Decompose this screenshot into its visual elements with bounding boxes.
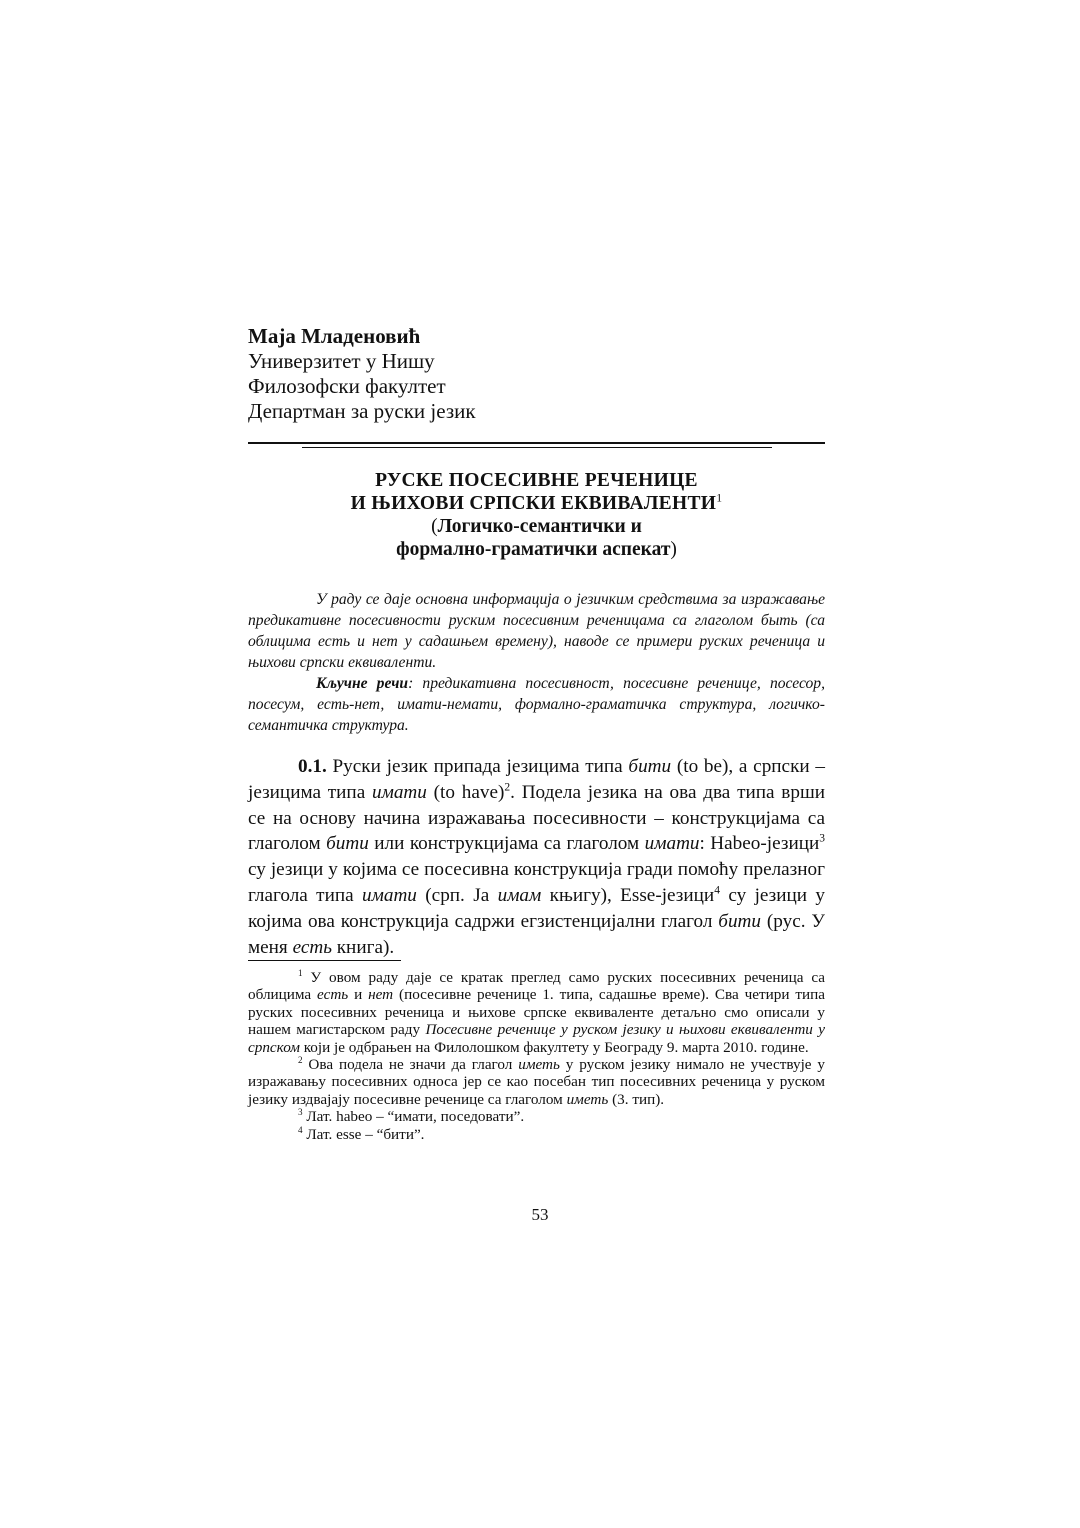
subtitle-close-paren: ) <box>670 539 677 560</box>
footnote-3 <box>248 1108 825 1125</box>
footnotes <box>248 969 825 1143</box>
text-run: Руски језик припада језицима типа <box>326 756 629 777</box>
text-run: (to be), а српски – језицима типа <box>248 756 825 803</box>
subtitle-open-paren: ( <box>431 516 438 537</box>
italic-term: Посесивне реченице у руском језику и њихови еквиваленти у српском <box>248 1021 825 1056</box>
subtitle-line-2 <box>248 538 825 561</box>
italic-term: иметь <box>518 1056 560 1074</box>
italic-term: есть <box>317 986 349 1004</box>
body-paragraph-text <box>248 756 825 958</box>
text-run: (срп. Ја <box>416 884 498 906</box>
text-run: су језици у којима се посесивна конструкција гради помоћу прелазног глагола типа <box>248 859 825 906</box>
italic-term: иметь <box>566 1090 609 1108</box>
title-line-2 <box>248 492 825 515</box>
page-number: 53 <box>531 1205 549 1224</box>
body-section <box>248 754 825 960</box>
abstract <box>248 589 825 736</box>
text-run: (посесивне реченице 1. типа, садашње време). Сва четири типа руских посесивних реченица и њихове српске еквиваленте детаљно смо описали у нашем магистарском раду <box>248 986 826 1039</box>
text-run: : Habeo-језици <box>699 833 820 855</box>
text-run: Лат. esse – “бити”. <box>302 1125 425 1143</box>
text-run: који је одбрањен на Филолошком факултету у Београду 9. марта 2010. године. <box>299 1038 809 1056</box>
text-run: књигу), Esse-језици <box>541 884 715 906</box>
text-run: су језици у којима ова конструкција садржи егзистенцијални глагол <box>248 884 825 932</box>
author-faculty: Филозофски факултет <box>248 374 446 398</box>
section-number: 0.1. <box>298 756 327 777</box>
footnote-ref: 2 <box>504 781 511 794</box>
author-name: Маја Младеновић <box>248 324 421 348</box>
keywords-text: : предикативна посесивност, посесивне реченице, посесор, посесум, есть-нет, имати-немати, формално-граматичка структура, логичко-семантичка структура. <box>248 675 825 734</box>
italic-term: бити <box>326 833 369 855</box>
abstract-text: У раду се даје основна информација о језичким средствима за изражавање предикативне посесивности руским посесивним реченицама са глаголом быть (са облицима есть и нет у садашњем времену), наводе се примери руских реченица и њихови српски еквиваленти. <box>248 591 825 671</box>
italic-term: имати <box>644 833 700 855</box>
footnote-4 <box>248 1126 825 1143</box>
title-line-1: РУСКЕ ПОСЕСИВНЕ РЕЧЕНИЦЕ <box>375 470 698 491</box>
footnote-ref: 4 <box>298 1124 303 1135</box>
text-run: или конструкцијама са глаголом <box>368 833 645 855</box>
text-run: у руском језику нимало не учествује у изражавању посесивних односа јер се као посебан тип посесивних реченица у руском језику издвајају посесивне реченице са глаголом <box>248 1056 825 1108</box>
subtitle-line-1 <box>248 515 825 538</box>
footnote-2 <box>248 1056 825 1108</box>
text-run: книга). <box>331 936 395 958</box>
title-rule-thin <box>302 447 772 448</box>
text-run: У овом раду даје се кратак преглед само руских посесивних реченица са облицима <box>248 969 825 1004</box>
subtitle-line-1-text: Логичко-семантички и <box>437 516 642 537</box>
text-run: (3. тип). <box>608 1090 665 1108</box>
italic-term: бити <box>628 756 672 777</box>
footnote-ref: 4 <box>714 884 720 897</box>
italic-term: имам <box>497 884 542 906</box>
keywords-label: Кључне речи <box>316 675 409 692</box>
italic-term: есть <box>292 936 332 958</box>
footnote-separator <box>248 960 401 961</box>
italic-term: нет <box>368 986 394 1004</box>
text-run: . Подела језика на ова два типа врши се на основу начина изражавања посесивности – конструкцијама са глаголом <box>248 781 825 855</box>
body-paragraph <box>248 754 825 960</box>
text-run: и <box>348 986 369 1004</box>
italic-term: имати <box>371 781 427 803</box>
title-line-2-text: И ЊИХОВИ СРПСКИ ЕКВИВАЛЕНТИ <box>350 493 717 514</box>
author-block <box>248 323 848 424</box>
italic-term: имати <box>362 884 417 906</box>
title-footnote-ref: 1 <box>716 491 723 505</box>
text-run: (рус. У меня <box>248 910 825 958</box>
footnote-ref: 3 <box>298 1107 303 1118</box>
text-run: (to have) <box>426 781 505 803</box>
italic-term: бити <box>718 910 761 932</box>
footnote-ref: 2 <box>298 1054 303 1065</box>
footnote-ref: 1 <box>298 967 303 978</box>
title-block <box>248 469 825 561</box>
text-run: Ова подела не значи да глагол <box>302 1056 519 1074</box>
author-department: Департман за руски језик <box>248 399 476 423</box>
keywords <box>248 673 825 736</box>
author-university: Универзитет у Нишу <box>248 349 435 373</box>
footnote-1 <box>248 969 825 1056</box>
text-run: Лат. habeo – “имати, поседовати”. <box>302 1108 525 1126</box>
subtitle-line-2-text: формално-граматички аспекат <box>396 539 671 560</box>
title-rule-thick <box>248 442 825 444</box>
footnote-ref: 3 <box>819 833 826 845</box>
